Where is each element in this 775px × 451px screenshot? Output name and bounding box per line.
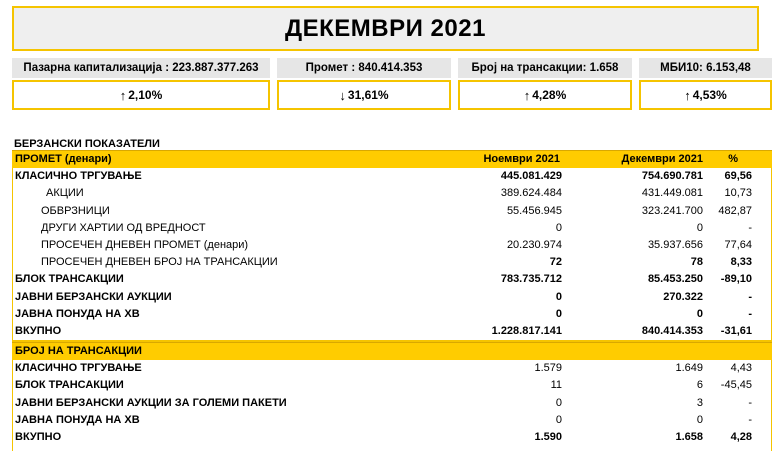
table-row <box>12 254 772 271</box>
november-value: 0 <box>555 413 562 426</box>
november-value: 20.230.974 <box>506 238 562 251</box>
december-value: 0 <box>696 221 703 234</box>
kpi-turnover-change <box>277 80 451 110</box>
percent-change: 69,56 <box>724 170 752 183</box>
transactions-header-row <box>12 342 772 360</box>
column-header-turnover: ПРОМЕТ (денари) <box>15 153 112 165</box>
kpi-market-cap-change <box>12 80 270 110</box>
december-value: 323.241.700 <box>641 204 703 217</box>
november-value: 1.228.817.141 <box>491 324 562 337</box>
november-value: 1.579 <box>534 362 562 375</box>
table-row <box>12 168 772 185</box>
december-value: 35.937.656 <box>647 238 703 251</box>
percent-change: - <box>748 290 752 303</box>
row-label: ВКУПНО <box>15 431 62 443</box>
kpi-market-cap-value: 2,10% <box>128 88 163 102</box>
percent-change: 4,43 <box>730 362 752 375</box>
row-label: ОБВРЗНИЦИ <box>41 204 110 217</box>
arrow-down-icon: ↓ <box>339 87 346 103</box>
december-value: 78 <box>690 256 703 269</box>
november-value: 0 <box>555 307 562 320</box>
december-value: 431.449.081 <box>641 187 703 200</box>
table-row-total <box>12 323 772 342</box>
december-value: 85.453.250 <box>647 273 703 286</box>
table-row <box>12 237 772 254</box>
row-label: КЛАСИЧНО ТРГУВАЊЕ <box>15 362 142 375</box>
table-row <box>12 271 772 288</box>
december-value: 1.649 <box>675 362 703 375</box>
table-row <box>12 220 772 237</box>
table-row-total <box>12 429 772 446</box>
december-value: 0 <box>696 307 703 320</box>
december-value: 840.414.353 <box>641 324 703 337</box>
december-value: 270.322 <box>663 290 703 303</box>
report-title-box <box>12 6 759 51</box>
november-value: 389.624.484 <box>500 187 562 200</box>
percent-change: 10,73 <box>724 187 752 200</box>
row-label: ЈАВНА ПОНУДА НА ХВ <box>15 307 140 320</box>
row-label: КЛАСИЧНО ТРГУВАЊЕ <box>15 170 142 183</box>
november-value: 1.590 <box>534 431 562 443</box>
percent-change: 8,33 <box>730 256 752 269</box>
december-value: 3 <box>696 396 703 409</box>
table-row <box>12 412 772 429</box>
row-label: ДРУГИ ХАРТИИ ОД ВРЕДНОСТ <box>41 221 206 234</box>
november-value: 55.456.945 <box>506 204 562 217</box>
november-value: 11 <box>550 379 562 392</box>
kpi-turnover-label: Промет : 840.414.353 <box>277 58 451 78</box>
kpi-turnover-value: 31,61% <box>347 88 389 102</box>
kpi-market-cap-label: Пазарна капитализација : 223.887.377.263 <box>12 58 270 78</box>
row-label: ПРОСЕЧЕН ДНЕВЕН БРОЈ НА ТРАНСАКЦИИ <box>41 256 278 269</box>
turnover-header-row <box>12 150 772 168</box>
column-header-percent: % <box>728 153 738 165</box>
row-label: ВКУПНО <box>15 324 62 337</box>
table-row <box>12 377 772 394</box>
november-value: 445.081.429 <box>500 170 562 183</box>
table-row <box>12 185 772 202</box>
table-row <box>12 203 772 220</box>
december-value: 6 <box>696 379 703 392</box>
percent-change: - <box>748 413 752 426</box>
december-value: 754.690.781 <box>641 170 703 183</box>
kpi-mbi10-value: 4,53% <box>692 88 727 102</box>
row-label: ЈАВНИ БЕРЗАНСКИ АУКЦИИ ЗА ГОЛЕМИ ПАКЕТИ <box>15 396 287 409</box>
arrow-up-icon: ↑ <box>119 87 127 103</box>
percent-change: - <box>748 307 752 320</box>
row-label: БЛОК ТРАНСАКЦИИ <box>15 273 124 286</box>
arrow-up-icon: ↑ <box>684 87 691 103</box>
table-row <box>12 395 772 412</box>
kpi-transactions-change <box>458 80 632 110</box>
percent-change: 77,64 <box>724 238 752 251</box>
kpi-mbi10-label: МБИ10: 6.153,48 <box>639 58 772 78</box>
table-row <box>12 360 772 377</box>
section-title: БЕРЗАНСКИ ПОКАЗАТЕЛИ <box>14 138 160 150</box>
kpi-mbi10-change <box>639 80 772 110</box>
percent-change: -31,61 <box>720 324 752 337</box>
percent-change: - <box>748 396 752 409</box>
table-row <box>12 306 772 323</box>
november-value: 0 <box>555 221 562 234</box>
november-value: 72 <box>549 256 562 269</box>
column-header-november: Ноември 2021 <box>483 153 560 165</box>
arrow-up-icon: ↑ <box>523 87 531 103</box>
percent-change: -89,10 <box>720 273 752 286</box>
section-header-transactions: БРОЈ НА ТРАНСАКЦИИ <box>15 345 142 358</box>
row-label: БЛОК ТРАНСАКЦИИ <box>15 379 124 392</box>
row-label: ЈАВНИ БЕРЗАНСКИ АУКЦИИ <box>15 290 172 303</box>
row-label: АКЦИИ <box>46 187 84 200</box>
december-value: 0 <box>696 413 703 426</box>
column-header-december: Декември 2021 <box>621 153 703 165</box>
percent-change: 482,87 <box>718 204 752 217</box>
november-value: 0 <box>555 290 562 303</box>
kpi-transactions-label: Број на трансакции: 1.658 <box>458 58 632 78</box>
november-value: 783.735.712 <box>500 273 562 286</box>
row-label: ПРОСЕЧЕН ДНЕВЕН ПРОМЕТ (денари) <box>41 238 249 251</box>
row-label: ЈАВНА ПОНУДА НА ХВ <box>15 413 140 426</box>
percent-change: -45,45 <box>720 379 752 392</box>
november-value: 0 <box>555 396 562 409</box>
percent-change: - <box>748 221 752 234</box>
table-row <box>12 289 772 306</box>
percent-change: 4,28 <box>730 431 752 443</box>
stock-indicators-table <box>12 150 772 446</box>
kpi-transactions-value: 4,28% <box>532 88 567 102</box>
report-title: ДЕКЕМВРИ 2021 <box>285 14 486 42</box>
december-value: 1.658 <box>675 431 703 443</box>
